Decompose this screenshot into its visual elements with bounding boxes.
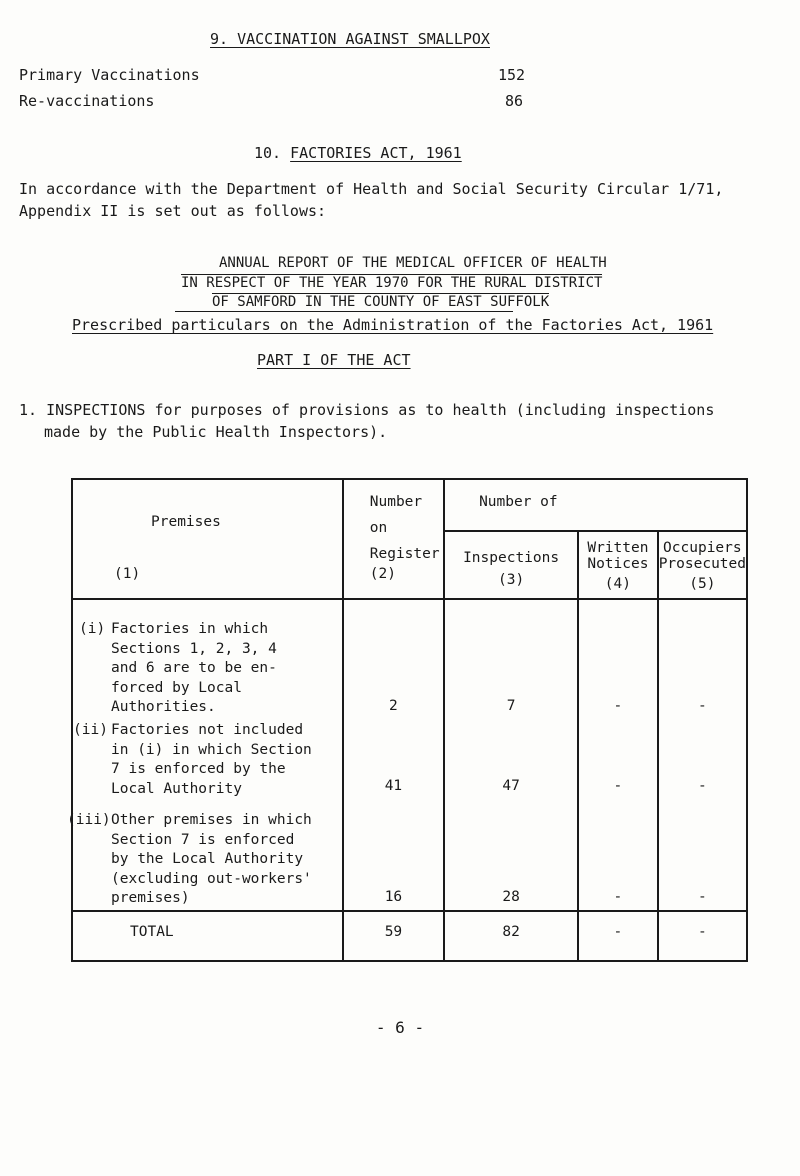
total-prosecuted-cell	[658, 911, 747, 961]
row-iii-prosecuted: -	[697, 889, 707, 905]
section9-heading: 9. VACCINATION AGAINST SMALLPOX	[210, 30, 490, 48]
row-ii-inspections: 47	[502, 778, 520, 794]
total-label-cell	[72, 911, 343, 961]
header-register-line-3: Register	[369, 546, 440, 562]
header-prosecuted-num: (5)	[689, 576, 716, 592]
part-heading: PART I OF THE ACT	[257, 351, 411, 369]
header-notices-line-1: Written	[587, 540, 649, 556]
intro-line-1: In accordance with the Department of Health and Social Security Circular 1/71,	[19, 180, 724, 198]
header-number-of	[444, 479, 747, 531]
total-inspections-cell	[444, 911, 578, 961]
header-prosecuted	[658, 531, 747, 599]
inspections-cell	[444, 599, 578, 911]
row-iii-marker: (iii)	[67, 812, 111, 828]
item1-line-2: made by the Public Health Inspectors).	[44, 423, 388, 441]
notices-cell	[578, 599, 658, 911]
row-i-notices: -	[613, 698, 623, 714]
header-prosecuted-line-2: Prosecuted	[658, 556, 746, 572]
section10-heading	[254, 144, 462, 162]
premises-cell	[67, 599, 343, 911]
row-iii-inspections: 28	[502, 889, 520, 905]
prosecuted-cell	[658, 599, 747, 911]
header-notices-line-2: Notices	[587, 556, 649, 572]
row-ii-marker: (ii)	[73, 722, 108, 738]
intro-line-2: Appendix II is set out as follows:	[19, 202, 327, 220]
header-inspections	[444, 531, 578, 599]
row-i-label: Factories in which Sections 1, 2, 3, 4 and 6 are to be en- forced by Local Authorities.	[111, 621, 277, 715]
header-notices	[578, 531, 658, 599]
prescribed-particulars: Prescribed particulars on the Administration of the Factories Act, 1961	[72, 316, 714, 334]
report-title-line-2: IN RESPECT OF THE YEAR 1970 FOR THE RURAL DISTRICT	[181, 275, 603, 291]
primary-vaccinations-value: 152	[498, 66, 526, 84]
report-title-underline	[175, 311, 513, 312]
row-ii-notices: -	[613, 778, 623, 794]
header-register-num: (2)	[369, 566, 396, 582]
header-register-line-2: on	[369, 520, 388, 536]
inspections-table	[67, 478, 748, 962]
header-register	[343, 479, 444, 599]
header-prosecuted-line-1: Occupiers	[663, 540, 742, 556]
header-premises-label: Premises	[151, 514, 221, 530]
section10-number: 10.	[254, 144, 282, 162]
primary-vaccinations-label: Primary Vaccinations	[19, 66, 200, 84]
revaccinations-value: 86	[505, 92, 524, 110]
row-iii-label: Other premises in which Section 7 is enforced by the Local Authority (excluding out-workers' premises)	[111, 812, 312, 906]
header-inspections-label: Inspections	[463, 550, 560, 566]
total-register: 59	[384, 924, 403, 940]
total-register-cell	[343, 911, 444, 961]
report-title-line-3: OF SAMFORD IN THE COUNTY OF EAST SUFFOLK	[212, 294, 550, 310]
section10-title: FACTORIES ACT, 1961	[290, 144, 462, 162]
row-ii-label: Factories not included in (i) in which Section 7 is enforced by the Local Authority	[111, 722, 312, 797]
report-title-line-1: ANNUAL REPORT OF THE MEDICAL OFFICER OF HEALTH	[219, 255, 607, 271]
total-notices: -	[613, 924, 623, 940]
header-number-of-label: Number of	[479, 494, 558, 510]
row-ii-prosecuted: -	[697, 778, 707, 794]
table-total-row	[72, 911, 747, 961]
row-i-inspections: 7	[506, 698, 516, 714]
total-prosecuted: -	[697, 924, 707, 940]
row-i-register: 2	[389, 698, 398, 714]
row-i-marker: (i)	[79, 621, 106, 637]
total-inspections: 82	[502, 924, 520, 940]
register-cell	[343, 599, 444, 911]
revaccinations-label: Re-vaccinations	[19, 92, 155, 110]
header-notices-num: (4)	[604, 576, 631, 592]
row-iii-register: 16	[384, 889, 403, 905]
header-premises	[72, 479, 343, 599]
header-premises-num: (1)	[114, 566, 141, 582]
table-body-row	[72, 599, 747, 911]
row-ii-register: 41	[384, 778, 403, 794]
total-label: TOTAL	[130, 924, 174, 940]
row-iii-notices: -	[613, 889, 623, 905]
header-inspections-num: (3)	[497, 572, 525, 588]
item1-line-1: 1. INSPECTIONS for purposes of provisions as to health (including inspections	[19, 401, 715, 419]
total-notices-cell	[578, 911, 658, 961]
header-register-line-1: Number	[369, 494, 423, 510]
page-number: - 6 -	[375, 1018, 425, 1037]
row-i-prosecuted: -	[697, 698, 707, 714]
